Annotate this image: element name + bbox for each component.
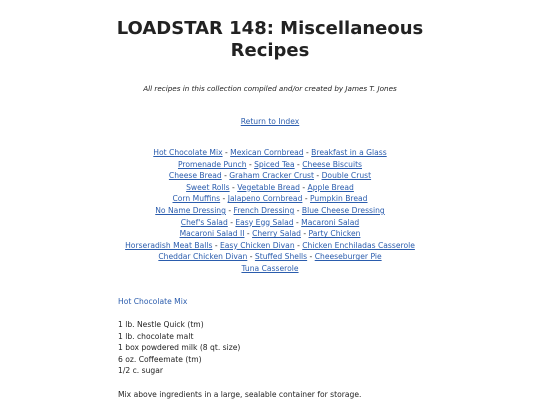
recipe-link[interactable]: Sweet Rolls bbox=[186, 182, 230, 192]
index-separator: - bbox=[314, 171, 322, 181]
index-row bbox=[0, 159, 540, 171]
ingredient-item: 1 lb. Nestle Quick (tm) bbox=[118, 320, 204, 329]
recipe-link[interactable]: Apple Bread bbox=[307, 182, 354, 192]
index-separator: - bbox=[220, 194, 228, 204]
index-row bbox=[0, 182, 540, 194]
recipe-link[interactable]: Double Crust bbox=[321, 171, 372, 181]
recipe-link[interactable]: Promenade Punch bbox=[177, 159, 247, 169]
page-title bbox=[0, 18, 540, 62]
recipe-link[interactable]: Easy Chicken Divan bbox=[219, 240, 295, 250]
ingredient-item: 1 lb. chocolate malt bbox=[118, 331, 194, 341]
page-subtitle: All recipes in this collection compiled and/or created by James T. Jones bbox=[143, 84, 397, 93]
return-to-index-link[interactable]: Return to Index bbox=[240, 117, 300, 126]
recipe-link[interactable]: Hot Chocolate Mix bbox=[153, 148, 223, 157]
recipe-link[interactable]: Cheeseburger Pie bbox=[314, 252, 382, 262]
ingredient-item: 6 oz. Coffeemate (tm) bbox=[118, 354, 202, 364]
recipe-link[interactable]: Graham Cracker Crust bbox=[229, 171, 314, 181]
index-row bbox=[0, 263, 540, 275]
index-separator: - bbox=[299, 182, 308, 192]
recipe-link[interactable]: Mexican Cornbread bbox=[230, 148, 304, 157]
recipe-link[interactable]: No Name Dressing bbox=[155, 205, 226, 215]
recipe-link[interactable]: Easy Egg Salad bbox=[235, 217, 294, 227]
return-link-container bbox=[0, 116, 540, 127]
recipe-link[interactable]: Pumpkin Bread bbox=[309, 194, 368, 204]
page-title-line-1: LOADSTAR 148: Miscellaneous bbox=[116, 18, 424, 39]
index-separator: - bbox=[246, 159, 255, 169]
ingredient-item: 1/2 c. sugar bbox=[118, 366, 164, 376]
recipe-heading: Hot Chocolate Mix bbox=[118, 297, 188, 306]
index-separator: - bbox=[300, 229, 309, 239]
recipe-link[interactable]: Cheese Biscuits bbox=[302, 159, 363, 169]
recipe-link[interactable]: Macaroni Salad bbox=[301, 217, 360, 227]
recipe-link[interactable]: Horseradish Meat Balls bbox=[125, 240, 213, 250]
index-separator: - bbox=[307, 252, 315, 262]
recipe-link[interactable]: Chicken Enchiladas Casserole bbox=[302, 240, 415, 250]
index-row bbox=[0, 205, 540, 217]
recipe-link[interactable]: Vegetable Bread bbox=[237, 182, 300, 192]
index-row bbox=[0, 240, 540, 252]
recipe-link[interactable]: Breakfast in a Glass bbox=[311, 148, 387, 157]
index-separator: - bbox=[222, 148, 231, 157]
recipe-link[interactable]: Macaroni Salad II bbox=[179, 229, 245, 239]
index-separator: - bbox=[294, 205, 302, 215]
recipe-link[interactable]: Spiced Tea bbox=[254, 159, 295, 169]
recipe-link[interactable]: Tuna Casserole bbox=[241, 263, 299, 273]
recipe-link[interactable]: Blue Cheese Dressing bbox=[301, 205, 385, 215]
index-row bbox=[0, 251, 540, 263]
recipe-link[interactable]: Stuffed Shells bbox=[254, 252, 308, 262]
index-separator: - bbox=[302, 194, 310, 204]
index-separator: - bbox=[229, 182, 238, 192]
ingredient-item: 1 box powdered milk (8 qt. size) bbox=[118, 343, 241, 353]
index-separator: - bbox=[227, 217, 236, 227]
recipe-instructions: Mix above ingredients in a large, sealable container for storage. bbox=[118, 390, 362, 399]
index-separator: - bbox=[303, 148, 312, 157]
index-separator: - bbox=[294, 240, 303, 250]
index-separator: - bbox=[225, 205, 234, 215]
recipe-link[interactable]: Cheese Bread bbox=[168, 171, 222, 181]
recipe-link[interactable]: Party Chicken bbox=[308, 229, 361, 239]
page-title-line-2: Recipes bbox=[230, 40, 310, 61]
recipe-link[interactable]: Jalapeno Cornbread bbox=[227, 194, 303, 204]
recipe-link[interactable]: French Dressing bbox=[233, 205, 295, 215]
index-row bbox=[0, 217, 540, 229]
index-separator: - bbox=[212, 240, 220, 250]
index-separator: - bbox=[244, 229, 253, 239]
ingredients-list bbox=[118, 319, 240, 377]
index-row bbox=[0, 228, 540, 240]
index-separator: - bbox=[247, 252, 255, 262]
recipe-link[interactable]: Chef's Salad bbox=[180, 217, 228, 227]
recipe-index bbox=[0, 147, 540, 275]
index-separator: - bbox=[293, 217, 302, 227]
recipe-link[interactable]: Cheddar Chicken Divan bbox=[158, 252, 248, 262]
index-row bbox=[0, 147, 540, 159]
recipe-link[interactable]: Cherry Salad bbox=[252, 229, 301, 239]
recipe-link[interactable]: Corn Muffins bbox=[172, 194, 221, 204]
index-row bbox=[0, 170, 540, 182]
index-separator: - bbox=[294, 159, 303, 169]
index-separator: - bbox=[221, 171, 230, 181]
index-row bbox=[0, 193, 540, 205]
